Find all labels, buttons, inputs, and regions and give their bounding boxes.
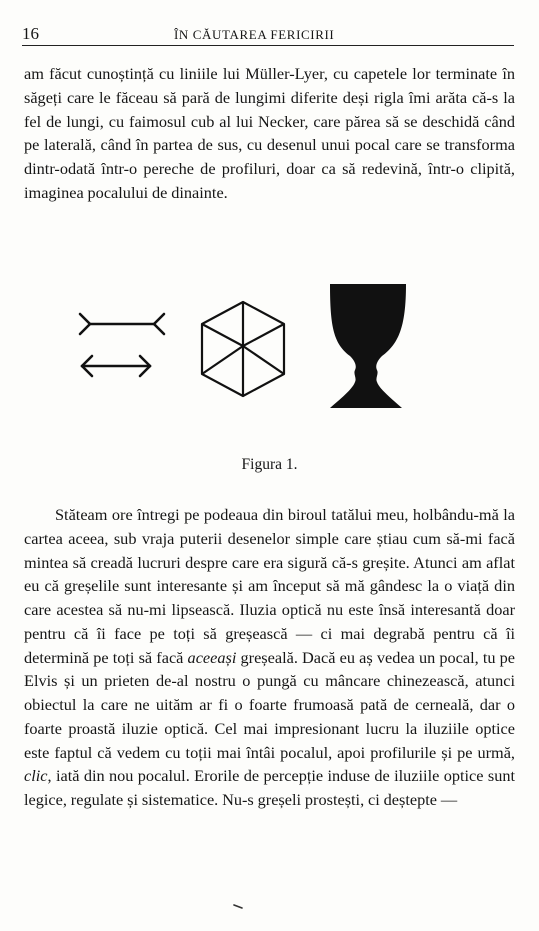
running-title: ÎN CĂUTAREA FERICIRII [174,27,335,42]
paragraph-2-text: Stăteam ore întregi pe podeaua din biroul tatălui meu, holbându-mă la cartea aceea, sub vraja puterii desenelor simple care știau cum să-mi facă mintea să creadă lucruri despre care era sigură că-s greșite. Atunci am aflat eu că greșelile sunt interesante și am început să mă gândesc la o viață din care acestea să nu-mi lipsească. Iluzia optică nu este însă interesantă doar pentru că îi face pe toți să greșească — ci mai degrabă pentru că îi determină pe toți să facă [24,505,515,667]
necker-cube [202,302,284,396]
page-header [22,24,514,44]
page-number: 16 [22,24,39,43]
muller-lyer-fins-out-line [80,314,164,334]
paragraph-1: am făcut cunoștință cu liniile lui Müller-Lyer, cu capetele lor terminate în săgeți care le făceau să pară de lungimi diferite deși rigla îmi arăta că-s la fel de lungi, cu faimosul cub al lui Necker, care părea să se deschidă când pe laterală, când în partea de sus, cu desenul unui pocal care se transforma dintr-odată într-o pereche de profiluri, doar ca să redevină, într-o clipită, imaginea pocalului de dinainte. [24,64,515,202]
rubin-vase-illusion [330,284,406,408]
figure-1-illustrations [76,278,406,418]
ink-smudge-mark [233,904,243,909]
muller-lyer-illusion [80,314,164,376]
figure-caption: Figura 1. [241,456,298,473]
paragraph-2 [24,503,515,812]
emphasis-click: clic [24,766,48,786]
header-rule [22,45,514,46]
muller-lyer-arrowheads-line [82,356,150,376]
paragraph-2-text: , iată din nou pocalul. Erorile de percepție induse de iluziile optice sunt legice, regulate și sistematice. Nu-s greșeli prostești, ci deștepte — [24,766,515,809]
emphasis-same: aceeași [187,647,237,667]
paragraph-2-text: greșeală. Dacă eu aș vedea un pocal, tu pe Elvis și un prieten de-al nostru o pungă cu mâncare chinezească, atunci obiectul la care ne uităm ar fi o foarte frumoasă pată de cerneală, dar o foarte proastă iluzie optică. Cel mai impresionant lucru la iluziile optice este faptul că vedem cu toții mai întâi pocalul, apoi profilurile și pe urmă, [24,647,516,762]
